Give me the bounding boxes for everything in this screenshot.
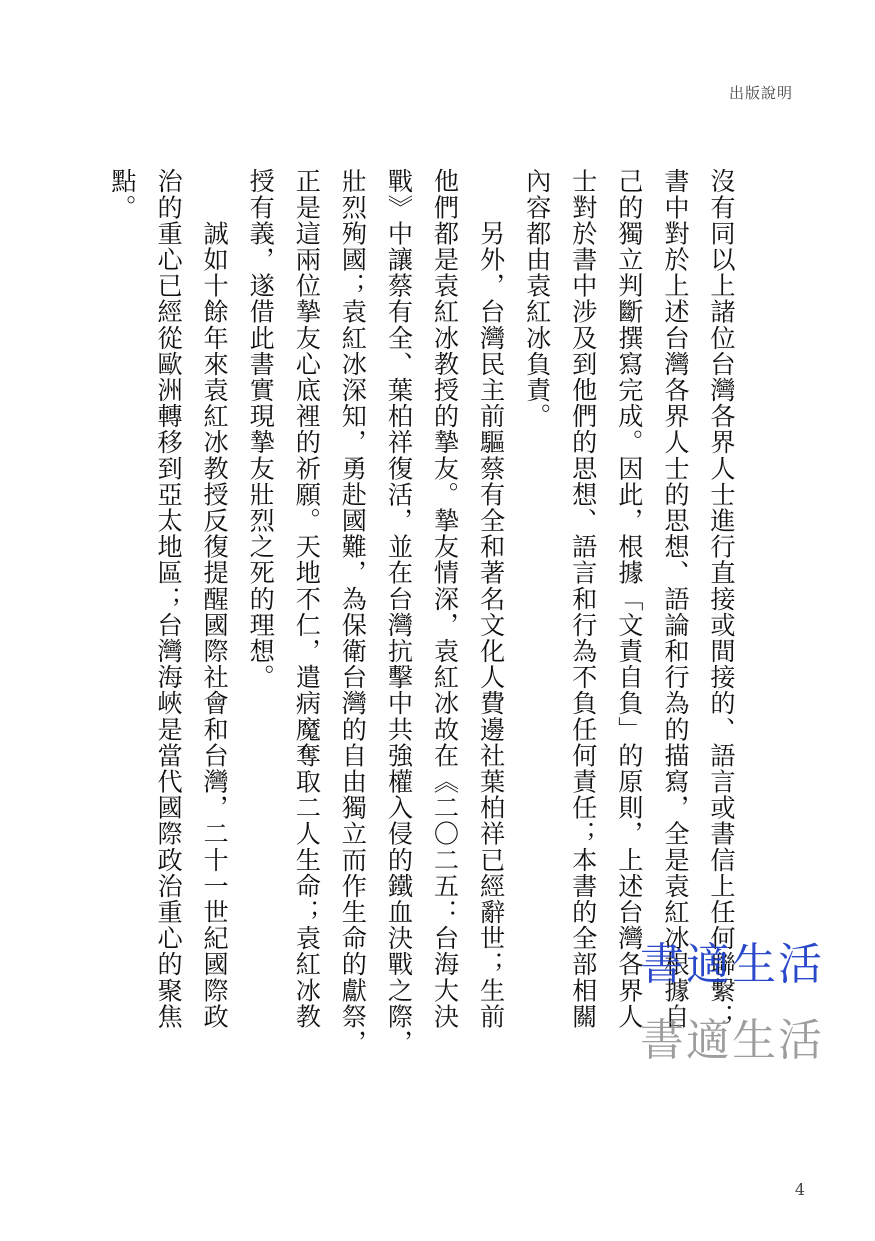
watermark-blue: 書適生活 — [640, 939, 824, 990]
page-number: 4 — [794, 1180, 805, 1199]
text-column: 授有義，遂借此書實現摯友壯烈之死的理想。 — [246, 168, 276, 690]
text-column: 內容都由袁紅冰負責。 — [522, 168, 552, 429]
text-column: 沒有同以上諸位台灣各界人士進行直接或間接的、語言或書信上任何聯繫； — [707, 168, 736, 1030]
text-column: 另外，台灣民主前驅蔡有全和著名文化人費邊社葉柏祥已經辭世；生前 — [476, 168, 506, 1030]
text-column: 士對於書中涉及到他們的思想、語言和行為不負任何責任；本書的全部相關 — [568, 168, 598, 1030]
text-column: 書中對於上述台灣各界人士的思想、語論和行為的描寫，全是袁紅冰根據自 — [660, 168, 690, 1030]
text-column: 己的獨立判斷撰寫完成。因此，根據「文責自負」的原則，上述台灣各界人 — [614, 168, 644, 1030]
text-column: 壯烈殉國；袁紅冰深知，勇赴國難，為保衛台灣的自由獨立而作生命的獻祭， — [338, 168, 368, 1056]
text-column: 誠如十餘年來袁紅冰教授反復提醒國際社會和台灣，二十一世紀國際政 — [200, 168, 230, 1030]
text-column: 正是這兩位摯友心底裡的祈願。天地不仁，遣病魔奪取二人生命；袁紅冰教 — [292, 168, 322, 1030]
text-column: 他們都是袁紅冰教授的摯友。摯友情深，袁紅冰故在《二〇二五：台海大決 — [430, 168, 460, 1030]
watermark-grey: 書適生活 — [640, 1015, 824, 1066]
running-header: 出版說明 — [728, 84, 793, 102]
text-column: 戰》中讓蔡有全、葉柏祥復活，並在台灣抗擊中共強權入侵的鐵血決戰之際， — [384, 168, 414, 1056]
text-column: 點。 — [107, 168, 137, 221]
text-column: 治的重心已經從歐洲轉移到亞太地區；台灣海峽是當代國際政治重心的聚焦 — [154, 168, 184, 1030]
